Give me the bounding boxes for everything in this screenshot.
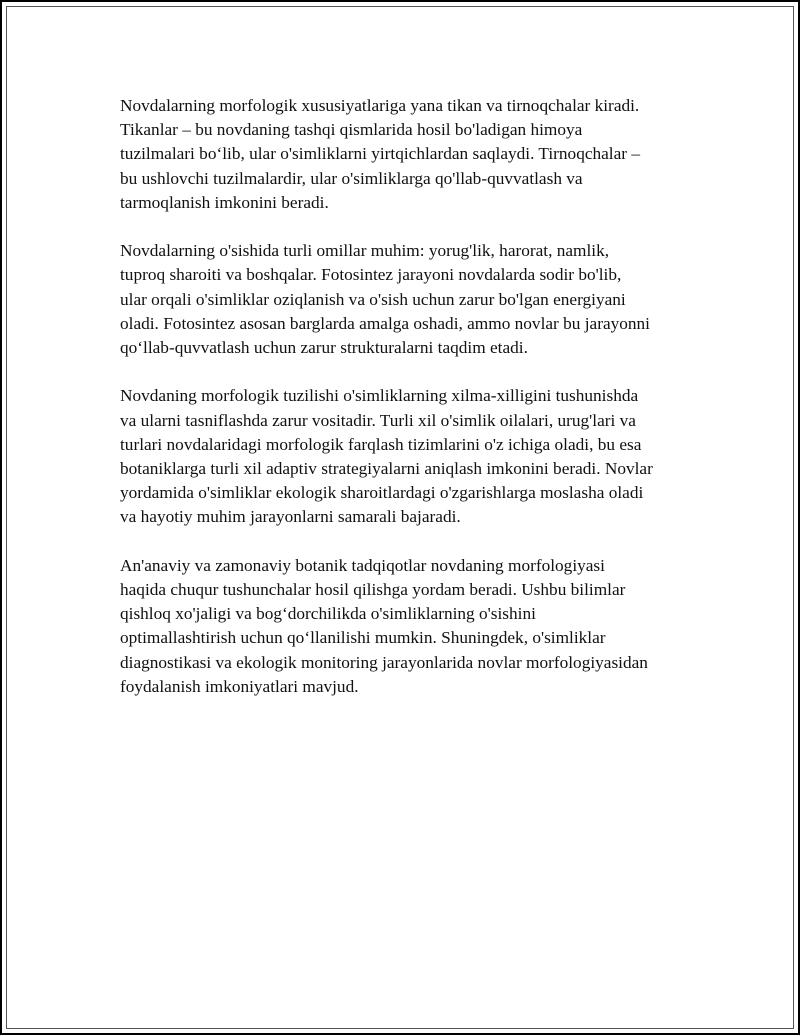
text-line: tuzilmalari bo‘lib, ular o'simliklarni yirtqichlardan saqlaydi. Tirnoqchalar – bbox=[120, 144, 640, 164]
text-line: qo‘llab-quvvatlash uchun zarur strukturalarni taqdim etadi. bbox=[120, 338, 528, 358]
text-line: An'anaviy va zamonaviy botanik tadqiqotlar novdaning morfologiyasi bbox=[120, 555, 605, 575]
text-line: Tikanlar – bu novdaning tashqi qismlarida hosil bo'ladigan himoya bbox=[120, 120, 583, 140]
paragraph-3 bbox=[120, 384, 700, 529]
paragraph-1 bbox=[120, 94, 700, 215]
text-line: tarmoqlanish imkonini beradi. bbox=[120, 192, 329, 212]
text-line: foydalanish imkoniyatlari mavjud. bbox=[120, 676, 359, 696]
text-line: oladi. Fotosintez asosan barglarda amalga oshadi, ammo novlar bu jarayonni bbox=[120, 313, 650, 333]
text-line: Novdaning morfologik tuzilishi o'simliklarning xilma-xilligini tushunishda bbox=[120, 386, 639, 406]
text-line: optimallashtirish uchun qo‘llanilishi mumkin. Shuningdek, o'simliklar bbox=[120, 628, 606, 648]
text-line: va hayotiy muhim jarayonlarni samarali bajaradi. bbox=[120, 507, 461, 527]
text-line: bu ushlovchi tuzilmalardir, ular o'simliklarga qo'llab-quvvatlash va bbox=[120, 168, 583, 188]
text-line: qishloq xo'jaligi va bog‘dorchilikda o'simliklarning o'sishini bbox=[120, 604, 536, 624]
paragraph-2 bbox=[120, 239, 700, 360]
text-line: ular orqali o'simliklar oziqlanish va o'sish uchun zarur bo'lgan energiyani bbox=[120, 289, 626, 309]
text-line: va ularni tasniflashda zarur vositadir. Turli xil o'simlik oilalari, urug'lari va bbox=[120, 410, 636, 430]
paragraph-4 bbox=[120, 554, 700, 699]
text-line: diagnostikasi va ekologik monitoring jarayonlarida novlar morfologiyasidan bbox=[120, 652, 648, 672]
text-line: Novdalarning o'sishida turli omillar muhim: yorug'lik, harorat, namlik, bbox=[120, 241, 610, 261]
document-body bbox=[120, 94, 700, 723]
text-line: tuproq sharoiti va boshqalar. Fotosintez jarayoni novdalarda sodir bo'lib, bbox=[120, 265, 622, 285]
text-line: botaniklarga turli xil adaptiv strategiyalarni aniqlash imkonini beradi. Novlar bbox=[120, 459, 653, 479]
text-line: turlari novdalaridagi morfologik farqlash tizimlarini o'z ichiga oladi, bu esa bbox=[120, 434, 642, 454]
text-line: yordamida o'simliklar ekologik sharoitlardagi o'zgarishlarga moslasha oladi bbox=[120, 483, 644, 503]
text-line: Novdalarning morfologik xususiyatlariga yana tikan va tirnoqchalar kiradi. bbox=[120, 96, 640, 115]
text-line: haqida chuqur tushunchalar hosil qilishga yordam beradi. Ushbu bilimlar bbox=[120, 580, 626, 600]
